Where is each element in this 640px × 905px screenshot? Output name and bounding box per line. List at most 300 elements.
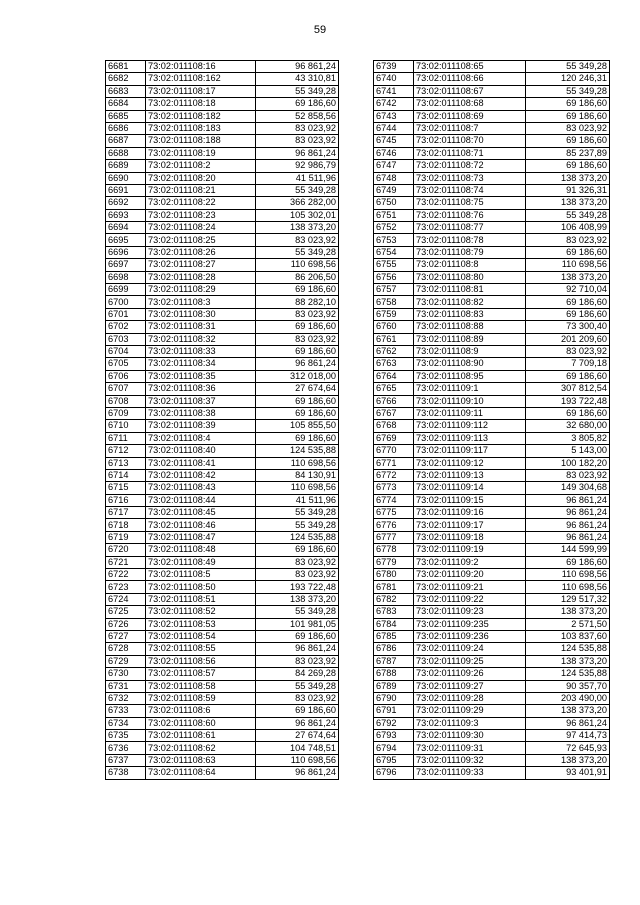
cadastral-number-cell: 73:02:011109:112 — [414, 420, 526, 432]
table-row — [106, 222, 339, 234]
table-row — [106, 519, 339, 531]
value-cell: 41 511,96 — [256, 494, 339, 506]
row-number-cell: 6734 — [106, 717, 146, 729]
table-row — [374, 457, 610, 469]
value-cell: 100 182,20 — [526, 457, 610, 469]
value-cell: 96 861,24 — [526, 531, 610, 543]
value-cell: 101 981,05 — [256, 618, 339, 630]
cadastral-number-cell: 73:02:011109:235 — [414, 618, 526, 630]
table-row — [106, 767, 339, 779]
table-row — [374, 469, 610, 481]
cadastral-number-cell: 73:02:011109:14 — [414, 482, 526, 494]
table-row — [106, 333, 339, 345]
table-row — [374, 395, 610, 407]
value-cell: 27 674,64 — [256, 383, 339, 395]
row-number-cell: 6739 — [374, 61, 414, 73]
cadastral-number-cell: 73:02:011108:47 — [146, 531, 256, 543]
table-row — [106, 61, 339, 73]
cadastral-number-cell: 73:02:011108:41 — [146, 457, 256, 469]
value-cell: 52 858,56 — [256, 110, 339, 122]
cadastral-number-cell: 73:02:011108:80 — [414, 271, 526, 283]
table-row — [374, 494, 610, 506]
cadastral-number-cell: 73:02:011109:13 — [414, 469, 526, 481]
value-cell: 55 349,28 — [526, 85, 610, 97]
cadastral-number-cell: 73:02:011109:2 — [414, 556, 526, 568]
row-number-cell: 6782 — [374, 593, 414, 605]
row-number-cell: 6785 — [374, 630, 414, 642]
row-number-cell: 6767 — [374, 407, 414, 419]
cadastral-number-cell: 73:02:011109:21 — [414, 581, 526, 593]
value-cell: 201 209,60 — [526, 333, 610, 345]
value-cell: 83 023,92 — [256, 569, 339, 581]
value-cell: 69 186,60 — [526, 110, 610, 122]
cadastral-number-cell: 73:02:011108:73 — [414, 172, 526, 184]
table-row — [106, 209, 339, 221]
table-row — [106, 160, 339, 172]
cadastral-number-cell: 73:02:011109:3 — [414, 717, 526, 729]
cadastral-number-cell: 73:02:011108:72 — [414, 160, 526, 172]
value-cell: 138 373,20 — [526, 606, 610, 618]
cadastral-number-cell: 73:02:011108:22 — [146, 197, 256, 209]
row-number-cell: 6715 — [106, 482, 146, 494]
row-number-cell: 6758 — [374, 296, 414, 308]
value-cell: 138 373,20 — [256, 222, 339, 234]
cadastral-number-cell: 73:02:011108:24 — [146, 222, 256, 234]
value-cell: 55 349,28 — [256, 680, 339, 692]
cadastral-number-cell: 73:02:011109:23 — [414, 606, 526, 618]
value-cell: 83 023,92 — [256, 234, 339, 246]
table-row — [374, 321, 610, 333]
cadastral-number-cell: 73:02:011108:82 — [414, 296, 526, 308]
table-row — [374, 172, 610, 184]
table-row — [106, 730, 339, 742]
table-row — [106, 531, 339, 543]
cadastral-number-cell: 73:02:011108:18 — [146, 98, 256, 110]
value-cell: 69 186,60 — [256, 395, 339, 407]
value-cell: 110 698,56 — [526, 569, 610, 581]
cadastral-number-cell: 73:02:011108:40 — [146, 445, 256, 457]
value-cell: 138 373,20 — [526, 271, 610, 283]
row-number-cell: 6709 — [106, 407, 146, 419]
value-cell: 27 674,64 — [256, 730, 339, 742]
value-cell: 138 373,20 — [526, 705, 610, 717]
row-number-cell: 6762 — [374, 345, 414, 357]
row-number-cell: 6787 — [374, 655, 414, 667]
table-row — [106, 754, 339, 766]
cadastre-table-right — [373, 60, 610, 780]
row-number-cell: 6748 — [374, 172, 414, 184]
value-cell: 93 401,91 — [526, 767, 610, 779]
value-cell: 96 861,24 — [526, 717, 610, 729]
row-number-cell: 6780 — [374, 569, 414, 581]
value-cell: 7 709,18 — [526, 358, 610, 370]
cadastral-number-cell: 73:02:011108:8 — [414, 259, 526, 271]
row-number-cell: 6726 — [106, 618, 146, 630]
table-row — [374, 98, 610, 110]
table-row — [374, 284, 610, 296]
cadastral-number-cell: 73:02:011108:76 — [414, 209, 526, 221]
value-cell: 193 722,48 — [256, 581, 339, 593]
row-number-cell: 6731 — [106, 680, 146, 692]
cadastral-number-cell: 73:02:011108:3 — [146, 296, 256, 308]
table-row — [106, 345, 339, 357]
cadastral-number-cell: 73:02:011108:60 — [146, 717, 256, 729]
cadastral-number-cell: 73:02:011108:64 — [146, 767, 256, 779]
row-number-cell: 6684 — [106, 98, 146, 110]
table-row — [106, 172, 339, 184]
row-number-cell: 6689 — [106, 160, 146, 172]
cadastral-number-cell: 73:02:011108:16 — [146, 61, 256, 73]
value-cell: 110 698,56 — [256, 482, 339, 494]
table-row — [106, 494, 339, 506]
row-number-cell: 6789 — [374, 680, 414, 692]
table-row — [106, 370, 339, 382]
table-row — [106, 618, 339, 630]
cadastral-number-cell: 73:02:011108:68 — [414, 98, 526, 110]
cadastral-number-cell: 73:02:011108:48 — [146, 544, 256, 556]
table-row — [106, 705, 339, 717]
cadastral-number-cell: 73:02:011108:77 — [414, 222, 526, 234]
cadastral-number-cell: 73:02:011108:79 — [414, 246, 526, 258]
table-row — [374, 184, 610, 196]
row-number-cell: 6737 — [106, 754, 146, 766]
table-row — [106, 246, 339, 258]
row-number-cell: 6795 — [374, 754, 414, 766]
cadastral-number-cell: 73:02:011108:69 — [414, 110, 526, 122]
value-cell: 312 018,00 — [256, 370, 339, 382]
cadastral-number-cell: 73:02:011109:28 — [414, 692, 526, 704]
value-cell: 69 186,60 — [526, 407, 610, 419]
value-cell: 86 206,50 — [256, 271, 339, 283]
value-cell: 55 349,28 — [256, 246, 339, 258]
table-row — [374, 519, 610, 531]
value-cell: 96 861,24 — [526, 519, 610, 531]
table-row — [106, 692, 339, 704]
row-number-cell: 6728 — [106, 643, 146, 655]
value-cell: 55 349,28 — [256, 184, 339, 196]
cadastral-number-cell: 73:02:011108:162 — [146, 73, 256, 85]
table-row — [374, 358, 610, 370]
cadastral-number-cell: 73:02:011109:16 — [414, 507, 526, 519]
cadastral-number-cell: 73:02:011108:45 — [146, 507, 256, 519]
table-row — [106, 556, 339, 568]
cadastral-number-cell: 73:02:011108:59 — [146, 692, 256, 704]
value-cell: 69 186,60 — [256, 544, 339, 556]
cadastral-number-cell: 73:02:011108:66 — [414, 73, 526, 85]
row-number-cell: 6781 — [374, 581, 414, 593]
row-number-cell: 6735 — [106, 730, 146, 742]
table-row — [374, 432, 610, 444]
value-cell: 69 186,60 — [256, 630, 339, 642]
table-row — [106, 581, 339, 593]
table-row — [374, 383, 610, 395]
table-row — [106, 742, 339, 754]
row-number-cell: 6769 — [374, 432, 414, 444]
table-row — [106, 122, 339, 134]
row-number-cell: 6753 — [374, 234, 414, 246]
value-cell: 83 023,92 — [256, 692, 339, 704]
row-number-cell: 6720 — [106, 544, 146, 556]
row-number-cell: 6723 — [106, 581, 146, 593]
cadastral-number-cell: 73:02:011109:117 — [414, 445, 526, 457]
cadastral-number-cell: 73:02:011108:19 — [146, 147, 256, 159]
table-row — [374, 147, 610, 159]
value-cell: 96 861,24 — [256, 147, 339, 159]
row-number-cell: 6775 — [374, 507, 414, 519]
cadastral-number-cell: 73:02:011109:20 — [414, 569, 526, 581]
row-number-cell: 6713 — [106, 457, 146, 469]
table-row — [106, 197, 339, 209]
cadastral-number-cell: 73:02:011109:24 — [414, 643, 526, 655]
cadastral-number-cell: 73:02:011108:34 — [146, 358, 256, 370]
row-number-cell: 6744 — [374, 122, 414, 134]
cadastral-number-cell: 73:02:011108:88 — [414, 321, 526, 333]
row-number-cell: 6706 — [106, 370, 146, 382]
row-number-cell: 6763 — [374, 358, 414, 370]
table-row — [106, 284, 339, 296]
cadastral-number-cell: 73:02:011108:46 — [146, 519, 256, 531]
value-cell: 43 310,81 — [256, 73, 339, 85]
value-cell: 55 349,28 — [256, 606, 339, 618]
row-number-cell: 6724 — [106, 593, 146, 605]
row-number-cell: 6746 — [374, 147, 414, 159]
value-cell: 69 186,60 — [526, 135, 610, 147]
table-row — [374, 754, 610, 766]
cadastral-number-cell: 73:02:011108:33 — [146, 345, 256, 357]
table-row — [106, 544, 339, 556]
cadastral-number-cell: 73:02:011109:17 — [414, 519, 526, 531]
table-row — [374, 767, 610, 779]
cadastral-number-cell: 73:02:011108:9 — [414, 345, 526, 357]
table-row — [106, 271, 339, 283]
row-number-cell: 6791 — [374, 705, 414, 717]
table-row — [374, 61, 610, 73]
row-number-cell: 6751 — [374, 209, 414, 221]
value-cell: 110 698,56 — [256, 259, 339, 271]
cadastral-number-cell: 73:02:011108:42 — [146, 469, 256, 481]
row-number-cell: 6696 — [106, 246, 146, 258]
row-number-cell: 6691 — [106, 184, 146, 196]
row-number-cell: 6772 — [374, 469, 414, 481]
cadastral-number-cell: 73:02:011108:29 — [146, 284, 256, 296]
cadastral-number-cell: 73:02:011108:49 — [146, 556, 256, 568]
table-row — [374, 643, 610, 655]
value-cell: 90 357,70 — [526, 680, 610, 692]
cadastral-number-cell: 73:02:011109:1 — [414, 383, 526, 395]
row-number-cell: 6683 — [106, 85, 146, 97]
cadastral-number-cell: 73:02:011108:2 — [146, 160, 256, 172]
table-row — [374, 717, 610, 729]
table-row — [106, 147, 339, 159]
cadastral-number-cell: 73:02:011108:27 — [146, 259, 256, 271]
cadastral-number-cell: 73:02:011108:63 — [146, 754, 256, 766]
row-number-cell: 6702 — [106, 321, 146, 333]
row-number-cell: 6796 — [374, 767, 414, 779]
cadastral-number-cell: 73:02:011109:30 — [414, 730, 526, 742]
row-number-cell: 6740 — [374, 73, 414, 85]
cadastral-number-cell: 73:02:011108:90 — [414, 358, 526, 370]
row-number-cell: 6692 — [106, 197, 146, 209]
value-cell: 69 186,60 — [256, 345, 339, 357]
value-cell: 72 645,93 — [526, 742, 610, 754]
table-row — [106, 308, 339, 320]
table-row — [106, 110, 339, 122]
value-cell: 124 535,88 — [256, 445, 339, 457]
table-row — [374, 296, 610, 308]
row-number-cell: 6695 — [106, 234, 146, 246]
row-number-cell: 6729 — [106, 655, 146, 667]
row-number-cell: 6783 — [374, 606, 414, 618]
row-number-cell: 6764 — [374, 370, 414, 382]
cadastral-number-cell: 73:02:011108:71 — [414, 147, 526, 159]
value-cell: 69 186,60 — [526, 308, 610, 320]
cadastral-number-cell: 73:02:011109:236 — [414, 630, 526, 642]
value-cell: 55 349,28 — [256, 519, 339, 531]
table-row — [106, 643, 339, 655]
value-cell: 83 023,92 — [256, 122, 339, 134]
value-cell: 83 023,92 — [256, 135, 339, 147]
row-number-cell: 6719 — [106, 531, 146, 543]
cadastral-number-cell: 73:02:011108:25 — [146, 234, 256, 246]
value-cell: 124 535,88 — [256, 531, 339, 543]
row-number-cell: 6708 — [106, 395, 146, 407]
cadastral-number-cell: 73:02:011109:29 — [414, 705, 526, 717]
value-cell: 69 186,60 — [256, 432, 339, 444]
table-row — [106, 457, 339, 469]
table-row — [106, 593, 339, 605]
table-row — [106, 296, 339, 308]
cadastre-table-left — [105, 60, 339, 780]
row-number-cell: 6699 — [106, 284, 146, 296]
row-number-cell: 6698 — [106, 271, 146, 283]
row-number-cell: 6742 — [374, 98, 414, 110]
row-number-cell: 6705 — [106, 358, 146, 370]
table-row — [374, 606, 610, 618]
row-number-cell: 6711 — [106, 432, 146, 444]
value-cell: 307 812,54 — [526, 383, 610, 395]
value-cell: 129 517,32 — [526, 593, 610, 605]
table-row — [106, 259, 339, 271]
cadastral-number-cell: 73:02:011109:25 — [414, 655, 526, 667]
value-cell: 96 861,24 — [256, 358, 339, 370]
value-cell: 32 680,00 — [526, 420, 610, 432]
table-row — [374, 618, 610, 630]
row-number-cell: 6721 — [106, 556, 146, 568]
value-cell: 96 861,24 — [526, 494, 610, 506]
cadastral-number-cell: 73:02:011108:6 — [146, 705, 256, 717]
row-number-cell: 6779 — [374, 556, 414, 568]
cadastral-number-cell: 73:02:011108:38 — [146, 407, 256, 419]
table-row — [374, 407, 610, 419]
cadastral-number-cell: 73:02:011108:57 — [146, 668, 256, 680]
row-number-cell: 6732 — [106, 692, 146, 704]
table-row — [374, 135, 610, 147]
table-row — [106, 655, 339, 667]
row-number-cell: 6754 — [374, 246, 414, 258]
table-row — [374, 271, 610, 283]
cadastral-number-cell: 73:02:011108:55 — [146, 643, 256, 655]
value-cell: 110 698,56 — [256, 754, 339, 766]
row-number-cell: 6727 — [106, 630, 146, 642]
cadastral-number-cell: 73:02:011109:31 — [414, 742, 526, 754]
row-number-cell: 6776 — [374, 519, 414, 531]
cadastral-number-cell: 73:02:011108:70 — [414, 135, 526, 147]
row-number-cell: 6790 — [374, 692, 414, 704]
table-row — [374, 122, 610, 134]
cadastral-number-cell: 73:02:011108:65 — [414, 61, 526, 73]
cadastral-number-cell: 73:02:011109:26 — [414, 668, 526, 680]
value-cell: 84 130,91 — [256, 469, 339, 481]
value-cell: 138 373,20 — [526, 197, 610, 209]
row-number-cell: 6749 — [374, 184, 414, 196]
value-cell: 105 855,50 — [256, 420, 339, 432]
table-row — [374, 308, 610, 320]
row-number-cell: 6714 — [106, 469, 146, 481]
value-cell: 3 805,82 — [526, 432, 610, 444]
cadastral-number-cell: 73:02:011108:183 — [146, 122, 256, 134]
table-row — [374, 705, 610, 717]
value-cell: 83 023,92 — [256, 556, 339, 568]
row-number-cell: 6786 — [374, 643, 414, 655]
value-cell: 69 186,60 — [526, 296, 610, 308]
table-row — [106, 469, 339, 481]
row-number-cell: 6701 — [106, 308, 146, 320]
row-number-cell: 6707 — [106, 383, 146, 395]
table-row — [374, 742, 610, 754]
cadastral-number-cell: 73:02:011109:113 — [414, 432, 526, 444]
value-cell: 55 349,28 — [526, 209, 610, 221]
value-cell: 69 186,60 — [526, 98, 610, 110]
table-row — [106, 321, 339, 333]
value-cell: 73 300,40 — [526, 321, 610, 333]
table-row — [106, 668, 339, 680]
cadastral-number-cell: 73:02:011108:74 — [414, 184, 526, 196]
value-cell: 138 373,20 — [256, 593, 339, 605]
cadastral-number-cell: 73:02:011108:31 — [146, 321, 256, 333]
value-cell: 92 710,04 — [526, 284, 610, 296]
table-row — [106, 358, 339, 370]
row-number-cell: 6704 — [106, 345, 146, 357]
value-cell: 366 282,00 — [256, 197, 339, 209]
cadastral-number-cell: 73:02:011108:54 — [146, 630, 256, 642]
cadastral-number-cell: 73:02:011109:12 — [414, 457, 526, 469]
table-row — [374, 569, 610, 581]
table-row — [374, 630, 610, 642]
row-number-cell: 6694 — [106, 222, 146, 234]
row-number-cell: 6792 — [374, 717, 414, 729]
value-cell: 110 698,56 — [256, 457, 339, 469]
value-cell: 149 304,68 — [526, 482, 610, 494]
table-row — [374, 668, 610, 680]
row-number-cell: 6768 — [374, 420, 414, 432]
value-cell: 120 246,31 — [526, 73, 610, 85]
table-row — [106, 606, 339, 618]
row-number-cell: 6725 — [106, 606, 146, 618]
cadastral-number-cell: 73:02:011108:188 — [146, 135, 256, 147]
cadastral-number-cell: 73:02:011109:19 — [414, 544, 526, 556]
row-number-cell: 6784 — [374, 618, 414, 630]
table-row — [374, 655, 610, 667]
row-number-cell: 6687 — [106, 135, 146, 147]
row-number-cell: 6755 — [374, 259, 414, 271]
table-row — [106, 98, 339, 110]
value-cell: 138 373,20 — [526, 172, 610, 184]
table-row — [106, 420, 339, 432]
table-row — [106, 395, 339, 407]
table-row — [374, 692, 610, 704]
value-cell: 96 861,24 — [256, 643, 339, 655]
cadastral-number-cell: 73:02:011108:182 — [146, 110, 256, 122]
